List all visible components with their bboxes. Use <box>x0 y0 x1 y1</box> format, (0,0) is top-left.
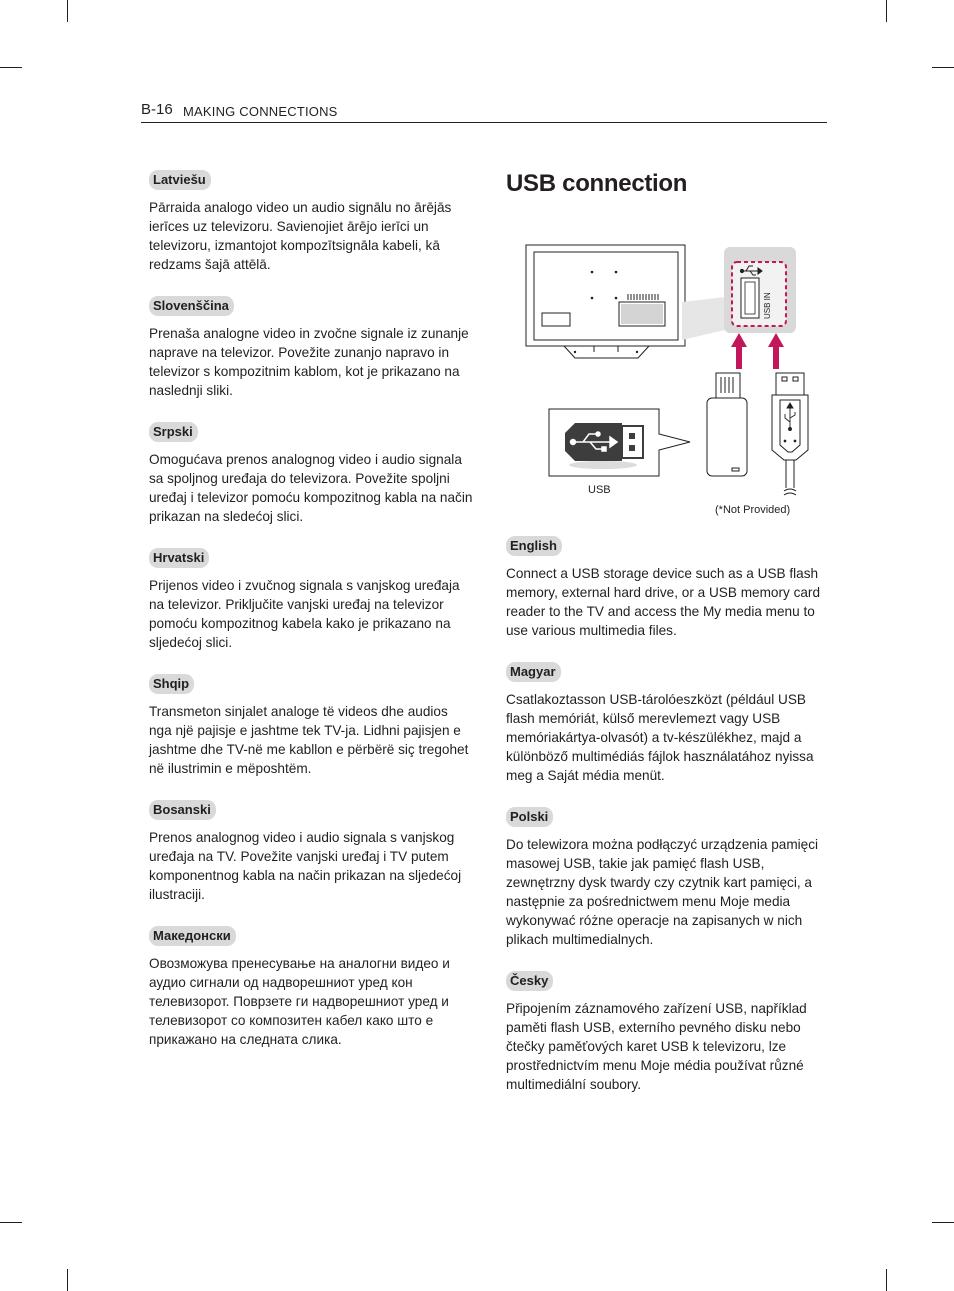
left-column <box>149 170 474 1071</box>
language-text: Do telewizora można podłączyć urządzenia pamięci masowej USB, takie jak pamięć flash USB, zewnętrzny dysk twardy czy czytnik kart pamięci, a następnie za pośrednictwem menu Moje media wykonywać różne operacje na zapisanych w nich plikach multimedialnych. <box>506 837 819 947</box>
page-number: B-16 <box>141 101 173 118</box>
language-section <box>149 296 474 400</box>
crop-mark <box>932 67 954 68</box>
language-text: Transmeton sinjalet analoge të videos dhe audios nga një pajisje e jashtme tek TV-ja. Lidhni pajisjen e jashtme dhe TV-në me kabllon e përbërë siç tregohet në ilustrimin e mëposhtëm. <box>149 704 469 776</box>
language-section <box>149 800 474 904</box>
crop-mark <box>886 0 887 22</box>
language-tag: Polski <box>506 807 553 827</box>
usb-connection-diagram <box>520 240 810 525</box>
language-text: Prenos analognog video i audio signala s vanjskog uređaja na TV. Povežite vanjski uređaj i TV putem komponentnog kabla na način prikazan na sljedećoj ilustraciji. <box>149 830 462 902</box>
language-section <box>149 674 474 778</box>
section-name: MAKING CONNECTIONS <box>183 104 338 119</box>
language-tag: Srpski <box>149 422 198 442</box>
usb-in-label: USB IN <box>763 292 772 319</box>
language-text: Connect a USB storage device such as a USB flash memory, external hard drive, or a USB memory card reader to the TV and access the My media menu to use various multimedia files. <box>506 566 821 638</box>
diagram-illustration <box>520 240 810 525</box>
page-header <box>141 100 827 123</box>
not-provided-note: (*Not Provided) <box>715 504 791 516</box>
language-text: Připojením záznamového zařízení USB, například paměti flash USB, externího pevného disku nebo čtečky paměťových karet USB k televizoru, lze prostřednictvím menu Moje média používat různé multimediální soubory. <box>506 1001 807 1092</box>
usb-device-label: USB <box>588 484 611 496</box>
language-tag: Bosanski <box>149 800 216 820</box>
device-shadow <box>569 461 637 469</box>
language-tag: Magyar <box>506 662 561 682</box>
tv-vent <box>628 294 658 300</box>
language-text: Omogućava prenos analognog video i audio signala sa spoljnog uređaja do televizora. Povežite spoljni uređaj i televizor pomoću kompozitnog kabla na način prikazan na sledećoj slici. <box>149 452 473 524</box>
crop-mark <box>67 1269 68 1291</box>
language-section <box>506 662 828 785</box>
language-section <box>149 548 474 652</box>
language-tag: Latviešu <box>149 170 211 190</box>
tv-panel <box>621 304 663 324</box>
language-text: Овозможува пренесување на аналогни видео и аудио сигнали од надворешниот уред кон телевизорот. Поврзете ги надворешниот уред и телевизорот со композитен кабел како што е прикажано на следната слика. <box>149 956 450 1047</box>
plug-usb-symbol-icon <box>784 403 796 442</box>
language-tag: Shqip <box>149 674 194 694</box>
language-text: Pārraida analogo video un audio signālu no ārējās ierīces uz televizoru. Savienojiet ārējo ierīci un televizoru, izmantojot kompozītsignāla kabeli, kā redzams šajā attēlā. <box>149 200 452 272</box>
crop-mark <box>932 1222 954 1223</box>
language-text: Prijenos video i zvučnog signala s vanjskog uređaja na televizor. Priključite vanjski uređaj na televizor pomoću kompozitnog kabela kako je prikazano na sljedećoj slici. <box>149 578 460 650</box>
page-title: USB connection <box>506 170 688 197</box>
language-section <box>149 926 474 1049</box>
tv-back-icon <box>526 245 685 358</box>
language-section <box>149 170 474 274</box>
language-section <box>149 422 474 526</box>
usb-cable-plug-icon <box>772 373 808 495</box>
language-tag: Hrvatski <box>149 548 209 568</box>
crop-mark <box>67 0 68 22</box>
zoom-callout <box>682 297 725 340</box>
language-tag: Македонски <box>149 926 236 946</box>
usb-flash-drive-icon <box>707 373 747 476</box>
language-section <box>506 536 828 640</box>
usb-port-slot <box>745 282 755 314</box>
language-tag: Česky <box>506 971 553 991</box>
language-text: Csatlakoztasson USB-tárolóeszközt (például USB flash memóriát, külső merevlemezt vagy USB memóriakártya-olvasót) a tv-készülékhez, majd a különböző multimédiás fájlok használatához nyissa meg a Saját média menüt. <box>506 692 814 783</box>
crop-mark <box>886 1269 887 1291</box>
connect-arrow-icon <box>731 333 784 369</box>
right-column <box>506 536 828 1116</box>
crop-mark <box>0 1222 22 1223</box>
language-text: Prenaša analogne video in zvočne signale iz zunanje naprave na televizor. Povežite zunanjo napravo in televizor s kompozitnim kablom, kot je prikazano na naslednji sliki. <box>149 326 469 398</box>
language-section <box>506 807 828 949</box>
language-tag: Slovenščina <box>149 296 234 316</box>
crop-mark <box>0 67 22 68</box>
language-section <box>506 971 828 1094</box>
usb-storage-device-icon <box>565 423 643 461</box>
language-tag: English <box>506 536 562 556</box>
